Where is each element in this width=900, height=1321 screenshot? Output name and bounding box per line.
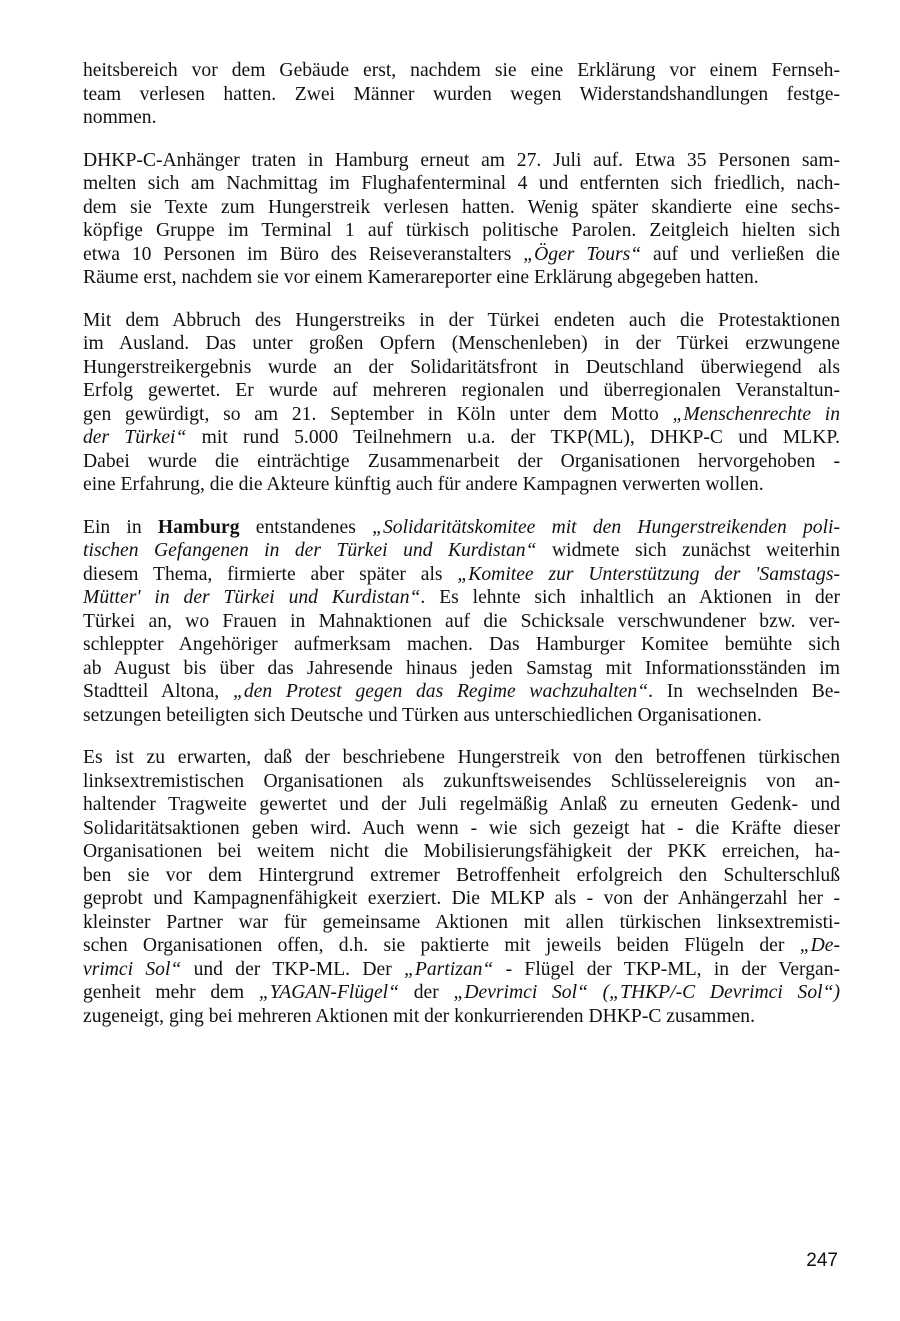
text-segment: heitsbereich vor dem Gebäude erst, nachdem sie eine Erklärung vor einem Fernseh-	[83, 60, 840, 81]
text-segment: Es ist zu erwarten, daß der beschriebene Hungerstreik von den betroffenen türkischen	[83, 747, 840, 768]
text-segment: Erfolg gewertet. Er wurde auf mehreren regionalen und überregionalen Veranstaltun-	[83, 380, 840, 401]
text-line	[83, 106, 840, 130]
text-line	[83, 243, 840, 267]
text-line	[83, 680, 840, 704]
text-segment: Stadtteil Altona,	[83, 681, 233, 702]
text-line	[83, 586, 840, 610]
paragraph	[83, 746, 840, 1028]
text-line	[83, 266, 840, 290]
bold-text: Hamburg	[157, 516, 240, 538]
text-segment: setzungen beteiligten sich Deutsche und Türken aus unterschiedlichen Organisationen.	[83, 704, 762, 726]
text-segment: auf und verließen die	[641, 243, 840, 265]
text-line	[83, 59, 840, 83]
text-segment: gen gewürdigt, so am 21. September in Köln unter dem Motto	[83, 403, 673, 425]
text-line	[83, 657, 840, 681]
text-line	[83, 1005, 840, 1029]
text-line	[83, 379, 840, 403]
text-line	[83, 332, 840, 356]
italic-text: der Türkei“	[83, 427, 187, 448]
text-segment: schleppter Angehöriger aufmerksam machen. Das Hamburger Komitee bemühte sich	[83, 634, 840, 655]
document-page	[83, 59, 840, 1047]
text-segment: - Flügel der TKP-ML, in der Vergan-	[493, 958, 841, 980]
text-segment: haltender Tragweite gewertet und der Juli regelmäßig Anlaß zu erneuten Gedenk- und	[83, 794, 840, 815]
text-segment: genheit mehr dem	[83, 982, 259, 1003]
text-segment: eine Erfahrung, die die Akteure künftig auch für andere Kampagnen verwerten wollen.	[83, 474, 764, 495]
text-segment: melten sich am Nachmittag im Flughafenterminal 4 und entfernten sich friedlich, nach-	[83, 173, 840, 194]
text-line	[83, 403, 840, 427]
text-line	[83, 887, 840, 911]
text-segment: Organisationen bei weitem nicht die Mobilisierungsfähigkeit der PKK erreichen, ha-	[83, 841, 840, 862]
text-line	[83, 309, 840, 333]
text-segment: Türkei an, wo Frauen in Mahnaktionen auf die Schicksale verschwundener bzw. ver-	[83, 610, 840, 632]
text-line	[83, 864, 840, 888]
italic-text: tischen Gefangenen in der Türkei und Kurdistan“	[83, 540, 537, 561]
text-line	[83, 219, 840, 243]
text-line	[83, 793, 840, 817]
text-segment: ab August bis über das Jahresende hinaus jeden Samstag mit Informationsständen im	[83, 657, 840, 679]
text-segment: mit rund 5.000 Teilnehmern u.a. der TKP(ML), DHKP-C und MLKP.	[186, 427, 840, 448]
text-line	[83, 610, 840, 634]
text-segment: der	[399, 982, 454, 1003]
text-line	[83, 911, 840, 935]
text-line	[83, 473, 840, 497]
text-segment: dem sie Texte zum Hungerstreik verlesen hatten. Wenig später skandierte eine sechs-	[83, 196, 840, 218]
text-line	[83, 633, 840, 657]
text-line	[83, 539, 840, 563]
text-segment: zugeneigt, ging bei mehreren Aktionen mit der konkurrierenden DHKP-C zusammen.	[83, 1005, 755, 1027]
text-segment: Solidaritätsaktionen geben wird. Auch wenn - wie sich gezeigt hat - die Kräfte dieser	[83, 817, 840, 839]
italic-text: „YAGAN-Flügel“	[258, 982, 399, 1003]
text-segment: entstandenes	[239, 516, 373, 538]
text-segment: Ein in	[83, 516, 158, 538]
page-number: 247	[806, 1250, 838, 1271]
text-line	[83, 981, 840, 1005]
text-line	[83, 356, 840, 380]
text-line	[83, 83, 840, 107]
text-line	[83, 746, 840, 770]
text-segment: Mit dem Abbruch des Hungerstreiks in der Türkei endeten auch die Protestaktionen	[83, 309, 840, 331]
text-segment: köpfige Gruppe im Terminal 1 auf türkisch politische Parolen. Zeitgleich hielten sich	[83, 220, 840, 241]
italic-text: „Menschenrechte in	[672, 403, 840, 425]
text-line	[83, 817, 840, 841]
text-segment: Dabei wurde die einträchtige Zusammenarbeit der Organisationen hervorgehoben -	[83, 450, 840, 472]
text-line	[83, 196, 840, 220]
text-segment: nommen.	[83, 107, 157, 128]
body-text	[83, 59, 840, 1028]
paragraph	[83, 59, 840, 130]
text-segment: etwa 10 Personen im Büro des Reiseveranstalters	[83, 243, 524, 265]
text-line	[83, 770, 840, 794]
italic-text: „De-	[799, 935, 840, 956]
text-line	[83, 840, 840, 864]
text-segment: Hungerstreikergebnis wurde an der Solidaritätsfront in Deutschland überwiegend als	[83, 356, 840, 378]
text-segment: widmete sich zunächst weiterhin	[536, 540, 841, 561]
italic-text: Mütter' in der Türkei und Kurdistan“	[83, 587, 421, 608]
text-segment: schen Organisationen offen, d.h. sie paktierte mit jeweils beiden Flügeln der	[83, 935, 800, 956]
italic-text: „den Protest gegen das Regime wachzuhalten“	[232, 681, 649, 702]
italic-text: „Devrimci Sol“ („THKP/-C Devrimci Sol“)	[453, 982, 840, 1003]
text-segment: . Es lehnte sich inhaltlich an Aktionen in der	[420, 587, 840, 608]
text-line	[83, 450, 840, 474]
text-line	[83, 516, 840, 540]
text-segment: Räume erst, nachdem sie vor einem Kamerareporter eine Erklärung abgegeben hatten.	[83, 267, 759, 288]
text-line	[83, 934, 840, 958]
italic-text: „Solidaritätskomitee mit den Hungerstreikenden poli-	[372, 516, 841, 538]
text-line	[83, 149, 840, 173]
italic-text: „Partizan“	[404, 958, 494, 980]
text-segment: im Ausland. Das unter großen Opfern (Menschenleben) in der Türkei erzwungene	[83, 333, 840, 354]
italic-text: „Öger Tours“	[523, 243, 642, 265]
text-line	[83, 704, 840, 728]
paragraph	[83, 149, 840, 290]
paragraph	[83, 309, 840, 497]
paragraph	[83, 516, 840, 728]
italic-text: vrimci Sol“	[83, 958, 182, 980]
text-segment: . In wechselnden Be-	[648, 681, 841, 702]
text-segment: diesem Thema, firmierte aber später als	[83, 563, 458, 585]
text-segment: und der TKP-ML. Der	[181, 958, 405, 980]
text-line	[83, 172, 840, 196]
italic-text: „Komitee zur Unterstützung der 'Samstags-	[457, 563, 840, 585]
text-segment: linksextremistischen Organisationen als zukunftsweisendes Schlüsselereignis von an-	[83, 770, 840, 792]
text-segment: kleinster Partner war für gemeinsame Aktionen mit allen türkischen linksextremisti-	[83, 911, 840, 933]
text-segment: ben sie vor dem Hintergrund extremer Betroffenheit erfolgreich den Schulterschluß	[83, 864, 840, 886]
text-segment: team verlesen hatten. Zwei Männer wurden wegen Widerstandshandlungen festge-	[83, 83, 840, 105]
text-line	[83, 426, 840, 450]
text-line	[83, 563, 840, 587]
text-line	[83, 958, 840, 982]
text-segment: geprobt und Kampagnenfähigkeit exerziert. Die MLKP als - von der Anhängerzahl her -	[83, 888, 840, 909]
text-segment: DHKP-C-Anhänger traten in Hamburg erneut am 27. Juli auf. Etwa 35 Personen sam-	[83, 149, 840, 171]
